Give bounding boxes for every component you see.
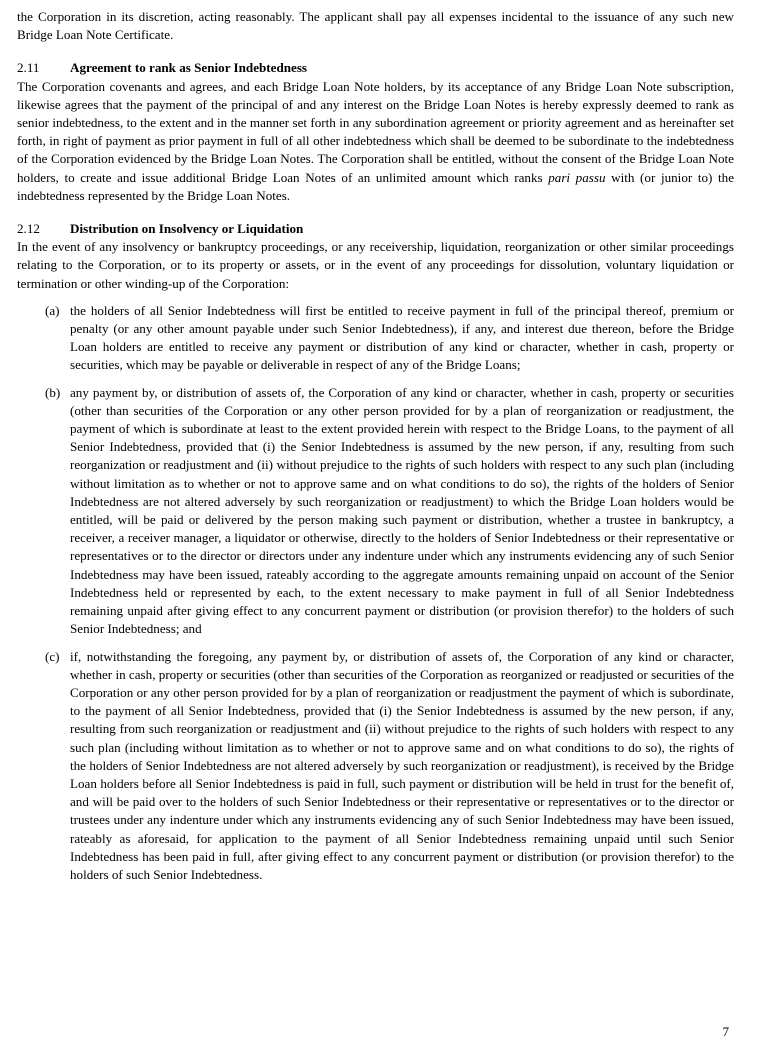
list-item-a-label: (a) — [45, 302, 60, 318]
list-item-b-label: (b) — [45, 384, 61, 400]
section-2-11-body — [17, 78, 734, 205]
page-number: 7 — [722, 1023, 729, 1039]
section-2-11 — [17, 59, 734, 205]
section-2-12-body: In the event of any insolvency or bankruptcy proceedings, or any receivership, liquidation, reorganization or other similar proceedings relating to the Corporation, or to its property or assets, or in the event of any proceedings for dissolution, voluntary liquidation or termination or other winding-up of the Corporation: — [17, 239, 734, 291]
section-2-11-heading — [17, 59, 734, 77]
section-2-11-title: Agreement to rank as Senior Indebtedness — [70, 60, 308, 76]
section-2-11-number: 2.11 — [17, 60, 40, 76]
section-2-12-number: 2.12 — [17, 221, 40, 237]
list-item-b — [17, 384, 734, 639]
list-item-b-text: any payment by, or distribution of assets of, the Corporation of any kind or character, whether in cash, property or securities (other than securities of the Corporation or any other person provided for by a plan of reorganization or readjustment, the payment of which is subordinate at least to the extent provided herein with respect to the Bridge Loans, to the payment of all Senior Indebtedness, provided that (i) the Senior Indebtedness is assumed by the new person, if any, resulting from such reorganization or readjustment and (ii) without prejudice to the rights of such holders with respect to any such plan (including without limitation as to whether or not to approve same and on what conditions to do so), the rights of the holders of Senior Indebtedness are not altered adversely by such reorganization or readjustment) to which the Bridge Loan holders would be entitled, will be paid or delivered by the person making such payment or distribution, whether a trustee in bankruptcy, a receiver, a receiver manager, a liquidator or otherwise, directly to the holders of Senior Indebtedness or their representative or representatives or to the director or directors under any indenture under which any instruments evidencing any of such Senior Indebtedness may have been issued, rateably according to the aggregate amounts remaining unpaid on account of the Senior Indebtedness held or represented by each, to the extent necessary to make payment in full of all Senior Indebtedness remaining unpaid after giving effect to any concurrent payment or distribution (or provision therefor) to the holders of such Senior Indebtedness; and — [70, 384, 734, 637]
section-2-11-body-text-cont: with (or junior to) the indebtedness represented by the Bridge Loan Notes. — [17, 169, 735, 203]
list-item-a-text: the holders of all Senior Indebtedness will first be entitled to receive payment in full of the principal thereof, premium or penalty (or any other amount payable under such Senior Indebtedness), if any, and interest due thereon, before the Bridge Loan holders are entitled to receive any payment or distribution of any kind or character, whether in cash, property or securities, which may be payable or deliverable in respect of any of the Bridge Loans; — [70, 302, 734, 373]
intro-paragraph: the Corporation in its discretion, acting reasonably. The applicant shall pay all expenses incidental to the issuance of any such new Bridge Loan Note Certificate. — [17, 9, 734, 43]
section-2-11-body-text: The Corporation covenants and agrees, and each Bridge Loan Note holders, by its acceptance of any Bridge Loan Note subscription, likewise agrees that the payment of the principal of and any interest on the Bridge Loan Notes is hereby expressly deemed to rank as senior indebtedness, to the extent and in the manner set forth in any subordination agreement or priority agreement and as hereinafter set forth, in right of payment as prior payment in full of all other indebtedness which shall be deemed to be subordinate to the indebtedness of the Corporation evidenced by the Bridge Loan Notes. The Corporation shall be entitled, without the consent of the Bridge Loan Note holders, to create and issue additional Bridge Loan Notes of an unlimited amount which ranks — [17, 78, 734, 185]
section-2-12-heading — [17, 220, 734, 238]
section-2-12-title: Distribution on Insolvency or Liquidation — [70, 221, 304, 237]
list-item-a — [17, 302, 734, 375]
list-item-c-label: (c) — [45, 648, 60, 664]
italic-term-pari-passu: pari passu — [548, 169, 606, 185]
section-2-12 — [17, 220, 734, 884]
list-item-c — [17, 648, 734, 885]
list-item-c-text: if, notwithstanding the foregoing, any payment by, or distribution of assets of, the Corporation of any kind or character, whether in cash, property or securities (other than securities of the Corporation as reorganized or readjusted or securities of the Corporation or any other person provided for by a plan of reorganization or readjustment the payment of which is subordinate, to the payment of all Senior Indebtedness, provided that (i) the Senior Indebtedness is assumed by the new person, if any, resulting from such reorganization or readjustment and (ii) without prejudice to the rights of such holders with respect to any such plan (including without limitation as to whether or not to approve same and on what conditions to do so), the rights of the holders of Senior Indebtedness are not altered adversely by such reorganization or readjustment), is received by the Bridge Loan holders before all Senior Indebtedness is paid in full, such payment or distribution will be held in trust for the benefit of, and will be paid over to the holders of such Senior Indebtedness or their representative or representatives or to the director or trustees under any indenture under which any instruments evidencing any of such Senior Indebtedness may have been issued, rateably as aforesaid, for application to the payment of all Senior Indebtedness remaining unpaid until such Senior Indebtedness has been paid in full, after giving effect to any concurrent payment or distribution (or provision therefor) to the holders of such Senior Indebtedness. — [70, 648, 734, 882]
